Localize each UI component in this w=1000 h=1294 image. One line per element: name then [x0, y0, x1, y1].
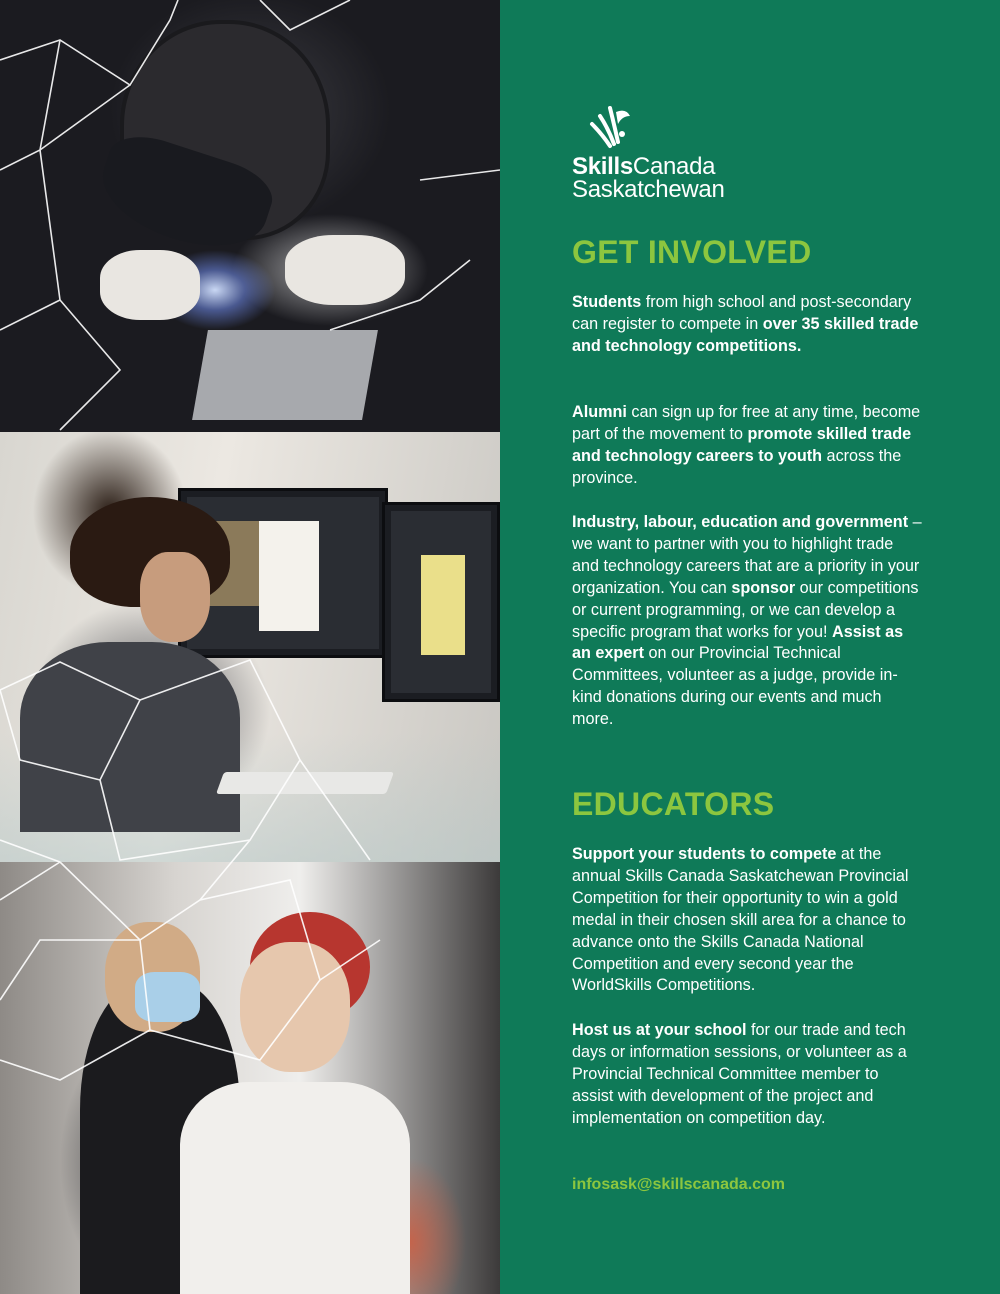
- text-column: [500, 0, 1000, 1294]
- contact-email-link[interactable]: infosask@skillscanada.com: [572, 1176, 786, 1193]
- logo-text-line1: SkillsCanada: [572, 153, 716, 180]
- skills-canada-saskatchewan-logo: [572, 104, 742, 204]
- alumni-paragraph: Alumni can sign up for free at any time, become part of the movement to promote skilled trade and technology careers to youth across the province.: [572, 403, 921, 487]
- host-us-paragraph: Host us at your school for our trade and tech days or information sessions, or volunteer as a Provincial Technical Committee member to assist with development of the project and implementation on competition day.: [572, 1021, 907, 1127]
- educators-heading: EDUCATORS: [572, 786, 775, 822]
- skills-logo-icon: [588, 104, 632, 152]
- industry-paragraph: Industry, labour, education and government – we want to partner with you to highlight trade and technology careers that are a priority in your organization. You can sponsor our competitions or current programming, or we can develop a specific program that works for you! Assist as an expert on our Provincial Technical Committees, volunteer as a judge, provide in-kind donations during our events and much more.: [572, 513, 922, 729]
- support-students-paragraph: Support your students to compete at the annual Skills Canada Saskatchewan Provincial Competition for their opportunity to win a gold medal in their chosen skill area for a chance to advance onto the Skills Canada National Competition and every second year the WorldSkills Competitions.: [572, 845, 909, 995]
- logo-text-line2: Saskatchewan: [572, 176, 725, 203]
- students-paragraph: Students from high school and post-secondary can register to compete in over 35 skilled trade and technology competitions.: [572, 293, 919, 355]
- get-involved-heading: GET INVOLVED: [572, 234, 812, 270]
